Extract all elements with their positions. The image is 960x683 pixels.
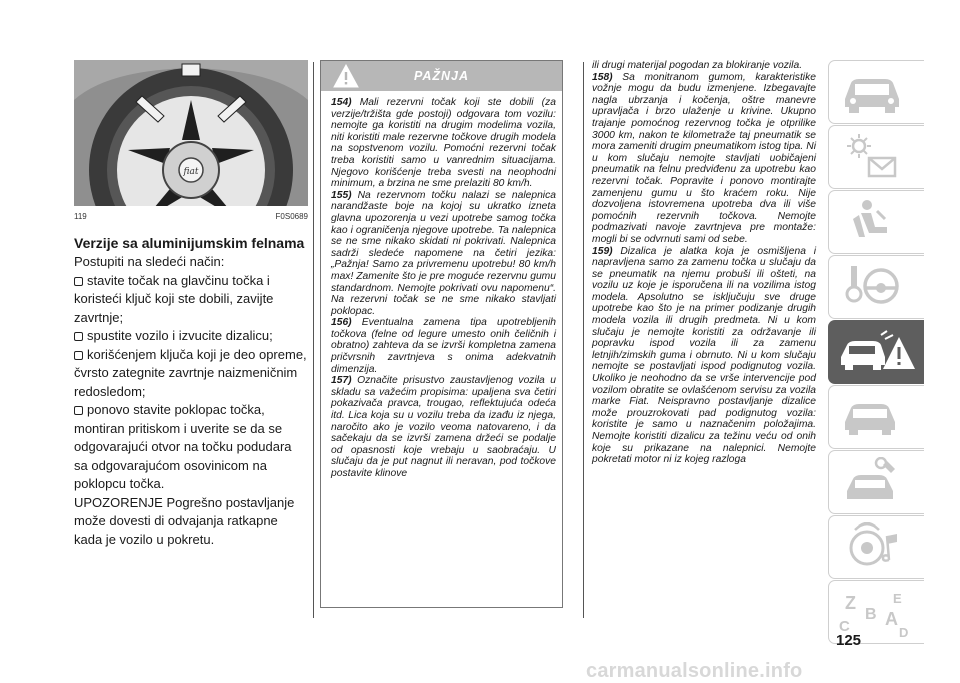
continuation-item: 158) Sa monitranom gumom, karakteristike vožnje mogu da budu izmenjene. Izbegavajte nagla ubrzanja i kočenja, oštre manevre upravljača i brzo ulaženje u krivine. Ukupno trajanje pomoćnog rezervnog točka je otprilike 3000 km, nakon te kilometraže taj pneumatik se mora zameniti drugim pneumatikom istog tipa. Ni u kom slučaju nemojte stavljati uobičajeni pneumatik na felnu predviđenu za upotrebu kao rezervni točak. Popravite i ponovo montirajte zamenjenu gumu u što kraćem roku. Nije dozvoljena istovremena upotreba dva ili više pomoćnih rezervnih točkova. Nemojte podmazivati navoje zavrtnjeva pre montaže: mogli bi se odvrnuti sami od sebe. <box>592 71 816 245</box>
step-item: spustite vozilo i izvucite dizalicu; <box>74 327 308 346</box>
tab-safety[interactable] <box>828 190 924 254</box>
warning-title: PAŽNJA <box>413 69 470 83</box>
tab-starting-driving[interactable] <box>828 255 924 319</box>
figure-number: 119 <box>74 212 87 221</box>
svg-text:fiat: fiat <box>183 167 199 177</box>
car-crash-warning-icon <box>837 327 917 379</box>
step-item: ponovo stavite poklopac točka, montiran pritiskom i uverite se da se odgovarajući otvor na točku podudara sa odgovarajućom osovinicom na poklopcu točka. <box>74 402 292 491</box>
checkbox-bullet-icon <box>74 351 83 360</box>
radio-navigation-icon <box>837 522 907 572</box>
warning-header <box>321 61 562 91</box>
wrench-car-icon <box>837 457 907 507</box>
section-body <box>74 253 308 549</box>
checkbox-bullet-icon <box>74 406 83 415</box>
dashboard-light-envelope-icon <box>837 132 907 182</box>
tab-multimedia[interactable] <box>828 515 924 579</box>
car-service-icon <box>837 392 907 442</box>
warning-item: 154) Mali rezervni točak koji ste dobili (za verzije/tržišta gde postoji) odgovara tom vozilu: nemojte ga koristiti na drugim modelima vozila, niti koristiti male rezervne točkove drugih modela na sopstvenom vozilu. Pomoćni rezervni točak treba koristiti samo u vanrednim situacijama. Njegovo korišćenje treba svesti na neophodni minimum, a brzina ne sme prelaziti 80 km/h. <box>331 97 556 190</box>
tab-car-front[interactable] <box>828 60 924 124</box>
index-letter: Z <box>845 593 856 613</box>
section-intro: Postupiti na sledeći način: <box>74 254 225 269</box>
tab-technical-data[interactable] <box>828 450 924 514</box>
car-front-icon <box>837 67 907 117</box>
page-number: 125 <box>836 632 862 649</box>
warning-item: 156) Eventualna zamena tipa upotrebljenih točkova (felne od legure umesto onih čeličnih i obratno) zahteva da se izvrši kompletna zamena pričvrsnih zavrtnjeva s onima adekvatnih dimenzija. <box>331 317 556 375</box>
step-item: stavite točak na glavčinu točka i koristeći ključ koji ste dobili, zavijte zavrtnje; <box>74 272 274 325</box>
step-item: korišćenjem ključa koji je deo opreme, čvrsto zategnite zavrtnje naizmeničnim redosledom; <box>74 346 307 399</box>
warning-box <box>320 60 563 608</box>
warning-item: 157) Označite prisustvo zaustavljenog vozila u skladu sa važećim propisima: upaljena sva četiri pokazivača pravca, trougao, reflektujuća odeća itd. Lica koja su u vozilu treba da izađu iz njega, naročito ako je vozilo veoma natovareno, i da sačekaju da se izvrši zamena držeći se podalje od opasnosti koje vrebaju u saobraćaju. U slučaju da je put nagnut ili neravan, pod točkove postavite klinove <box>331 375 556 479</box>
index-letter: B <box>865 606 877 623</box>
warning-item: 155) Na rezervnom točku nalazi se nalepnica narandžaste boje na kojoj su ukratko izneta glavna upozorenja u vezi upotrebe samog točka kao i ograničenja njegove upotrebe. Ta nalepnica se ne sme nikako skidati ni pokrivati. Nalepnica sadrži sledeće napomene na četiri jezika: „Pažnja! Samo za privremenu upotrebu! 80 km/h max! Zamenite što je pre moguće rezervnu gumu standardnom. Nemojte pokrivati ovu napomenu“. Na rezervni točak se ne sme nikako stavljati poklopac. <box>331 189 556 317</box>
index-letter: C <box>839 618 850 635</box>
index-letter: E <box>893 591 902 606</box>
seated-person-airbag-icon <box>837 197 907 247</box>
figure-code: F0S0689 <box>275 212 308 221</box>
wheel-illustration <box>74 60 308 206</box>
tab-dashboard-lights[interactable] <box>828 125 924 189</box>
index-letter: A <box>885 609 898 629</box>
tab-maintenance[interactable] <box>828 385 924 449</box>
column-divider <box>313 62 314 618</box>
warning-triangle-icon <box>333 64 359 88</box>
checkbox-bullet-icon <box>74 332 83 341</box>
continuation-item: ili drugi materijal pogodan za blokiranje vozila. <box>592 60 803 71</box>
index-letter: D <box>899 625 909 639</box>
continuation-item: 159) Dizalica je alatka koja je osmišljena i napravljena samo za zamenu točka u slučaju da se pneumatik na njemu probuši ili ošteti, na vozilu uz koje je isporučena ili na vozilima istog modela. Apsolutno se isključuju sve druge upotrebe kao što je na primer podizanje drugih modela vozila ili drugih predmeta. Ni u kom slučaju je nemojte koristiti za održavanje ili popravku ispod vozila ili za zamenu letnjih/zimskih guma i obrnuto. Ni u kom slučaju nemojte se postavljati ispod podignutog vozila. Ukoliko je neohodno da se vrše intervencije pod vozilom obratite se ovlašćenom servisu za vozila marke Fiat. Neispravno postavljanje dizalice može prouzrokovati pad podignutog vozila: koristite je samo u naznačenim položajima. Nemojte koristiti dizalicu za težinu veću od onih koje su prikazane na nalepnici. Nemojte pokretati motor ni iz kojeg razloga <box>592 245 816 466</box>
figure-caption <box>74 212 308 221</box>
warning-note: UPOZORENJE Pogrešno postavljanje može dovesti di odvajanja ratkapne kada je vozilo u pokretu. <box>74 494 295 547</box>
watermark: carmanualsonline.info <box>586 660 803 682</box>
chapter-tabs <box>828 60 924 645</box>
right-column <box>592 60 816 466</box>
checkbox-bullet-icon <box>74 277 83 286</box>
key-steering-wheel-icon <box>837 262 907 312</box>
warning-content <box>321 91 562 480</box>
left-column <box>74 60 308 549</box>
alloy-wheel-image <box>74 60 308 206</box>
section-heading: Verzije sa aluminijumskim felnama <box>74 235 305 251</box>
tab-emergency[interactable] <box>828 320 924 384</box>
column-divider <box>583 62 584 618</box>
